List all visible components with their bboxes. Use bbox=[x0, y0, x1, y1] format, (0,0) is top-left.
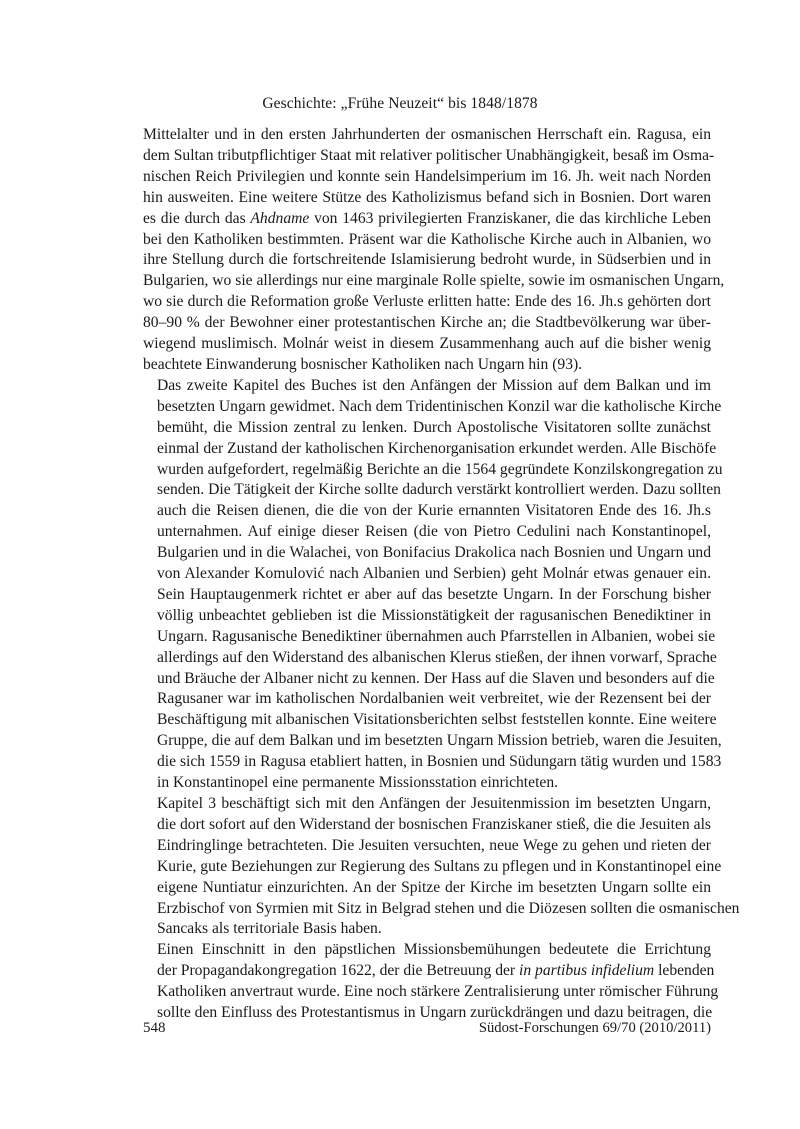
text-line: Sancaks als territoriale Basis haben. bbox=[157, 920, 382, 938]
text-run: der Propagandakongregation 1622, der die Betreuung der bbox=[157, 962, 520, 980]
text-line: Eindringlinge betrachteten. Die Jesuiten versuchten, neue Wege zu gehen und rieten der bbox=[157, 836, 711, 854]
paragraph bbox=[143, 376, 723, 794]
text-line: Kapitel 3 beschäftigt sich mit den Anfängen der Jesuitenmission im besetzten Ungarn, bbox=[157, 795, 711, 812]
text-line: völlig unbeachtet geblieben ist die Missionstätigkeit der ragusanischen Benediktiner in bbox=[157, 606, 711, 624]
text-line: die sich 1559 in Ragusa etabliert hatten, in Bosnien und Südungarn tätig wurden und 1583 bbox=[157, 753, 722, 771]
paragraph bbox=[143, 794, 740, 940]
text-line: 80–90 % der Bewohner einer protestantischen Kirche an; die Stadtbevölkerung war über- bbox=[143, 314, 711, 332]
text-line: Bulgarien und in die Walachei, von Bonifacius Drakolica nach Bosnien und Ungarn und bbox=[157, 544, 711, 562]
text-line: eigene Nuntiatur einzurichten. An der Spitze der Kirche im besetzten Ungarn sollte ein bbox=[157, 878, 711, 896]
text-run: von 1463 privilegierten Franziskaner, die das kirchliche Leben bbox=[309, 209, 711, 227]
journal-citation: Südost-Forschungen 69/70 (2010/2011) bbox=[478, 1020, 711, 1036]
text-line: einmal der Zustand der katholischen Kirchenorganisation erkundet werden. Alle Bischöfe bbox=[157, 439, 717, 457]
text-line: ihre Stellung durch die fortschreitende Islamisierung bedroht wurde, in Südserbien und in bbox=[143, 251, 711, 269]
paragraph bbox=[143, 940, 719, 1024]
paragraph bbox=[143, 125, 725, 376]
text-line: dem Sultan tributpflichtiger Staat mit relativer politischer Unabhängigkeit, besaß im Osma- bbox=[143, 146, 715, 164]
text-line: wurden aufgefordert, regelmäßig Berichte an die 1564 gegründete Konzilskongregation zu bbox=[157, 460, 723, 478]
text-line: allerdings auf den Widerstand des albanischen Klerus stießen, der ihnen vorwarf, Sprache bbox=[157, 648, 717, 666]
text-line: nischen Reich Privilegien und konnte sein Handelsimperium im 16. Jh. weit nach Norden bbox=[143, 167, 711, 185]
text-line: Katholiken anvertraut wurde. Eine noch stärkere Zentralisierung unter römischer Führung bbox=[157, 983, 719, 1001]
text-line: Ungarn. Ragusanische Benediktiner übernahmen auch Pfarrstellen in Albanien, wobei sie bbox=[157, 627, 716, 645]
text-line: Sein Hauptaugenmerk richtet er aber auf das besetzte Ungarn. In der Forschung bisher bbox=[157, 585, 711, 603]
body-text bbox=[143, 125, 740, 1024]
text-line: senden. Die Tätigkeit der Kirche sollte dadurch verstärkt kontrolliert werden. Dazu sollten bbox=[157, 481, 721, 499]
text-line: in Konstantinopel eine permanente Missionsstation einrichteten. bbox=[157, 774, 559, 792]
text-line: besetzten Ungarn gewidmet. Nach dem Tridentinischen Konzil war die katholische Kirche bbox=[157, 397, 722, 415]
text-line: Das zweite Kapitel des Buches ist den Anfängen der Mission auf dem Balkan und im bbox=[157, 376, 711, 394]
text-line bbox=[143, 209, 711, 230]
text-line: bemüht, die Mission zentral zu lenken. Durch Apostolische Visitatoren sollte zunächst bbox=[157, 418, 711, 436]
text-line: Kurie, gute Beziehungen zur Regierung des Sultans zu pflegen und in Konstantinopel eine bbox=[157, 857, 722, 875]
text-line: unternahmen. Auf einige dieser Reisen (die von Pietro Cedulini nach Konstantinopel, bbox=[157, 523, 711, 541]
running-head: Geschichte: „Frühe Neuzeit“ bis 1848/1878 bbox=[262, 95, 538, 112]
text-line: hin ausweiten. Eine weitere Stütze des Katholizismus befand sich in Bosnien. Dort waren bbox=[143, 188, 711, 206]
text-line: Ragusaner war im katholischen Nordalbanien weit verbreitet, wie der Rezensent bei der bbox=[157, 690, 711, 708]
italic-term: in partibus infidelium bbox=[519, 962, 655, 980]
text-line: Einen Einschnitt in den päpstlichen Missionsbemühungen bedeutete die Errichtung bbox=[157, 941, 711, 959]
text-line: auch die Reisen dienen, die die von der Kurie ernannten Visitatoren Ende des 16. Jh.s bbox=[157, 502, 711, 520]
text-line: Gruppe, die auf dem Balkan und im besetzten Ungarn Mission betrieb, waren die Jesuiten, bbox=[157, 732, 722, 750]
italic-term: Ahdname bbox=[250, 209, 310, 227]
text-line: Bulgarien, wo sie allerdings nur eine marginale Rolle spielte, sowie im osmanischen Ungarn, bbox=[143, 272, 725, 290]
text-run: es die durch das bbox=[143, 209, 251, 227]
text-line: von Alexander Komulović nach Albanien und Serbien) geht Molnár etwas genauer ein. bbox=[157, 565, 711, 583]
text-line: Mittelalter und in den ersten Jahrhunderten der osmanischen Herrschaft ein. Ragusa, ein bbox=[143, 126, 711, 143]
text-line: beachtete Einwanderung bosnischer Katholiken nach Ungarn hin (93). bbox=[143, 355, 583, 373]
text-line: und Bräuche der Albaner nicht zu kennen. Der Hass auf die Slaven und besonders auf die bbox=[157, 669, 715, 687]
text-line: wo sie durch die Reformation große Verluste erlitten hatte: Ende des 16. Jh.s gehörten dort bbox=[143, 293, 711, 311]
text-line: bei den Katholiken bestimmten. Präsent war die Katholische Kirche auch in Albanien, wo bbox=[143, 230, 711, 248]
text-run: lebenden bbox=[654, 962, 715, 980]
text-line: wiegend muslimisch. Molnár weist in diesem Zusammenhang auch auf die bisher wenig bbox=[143, 335, 711, 353]
page-number: 548 bbox=[143, 1020, 166, 1036]
text-line: die dort sofort auf den Widerstand der bosnischen Franziskaner stieß, die die Jesuiten als bbox=[157, 815, 711, 833]
text-line: Erzbischof von Syrmien mit Sitz in Belgrad stehen und die Diözesen sollten die osmanischen bbox=[157, 899, 740, 917]
text-line bbox=[143, 961, 715, 982]
text-line: Beschäftigung mit albanischen Visitationsberichten selbst feststellen konnte. Eine weitere bbox=[157, 711, 717, 729]
text-line: sollte den Einfluss des Protestantismus in Ungarn zurückdrängen und dazu beitragen, die bbox=[157, 1004, 713, 1022]
